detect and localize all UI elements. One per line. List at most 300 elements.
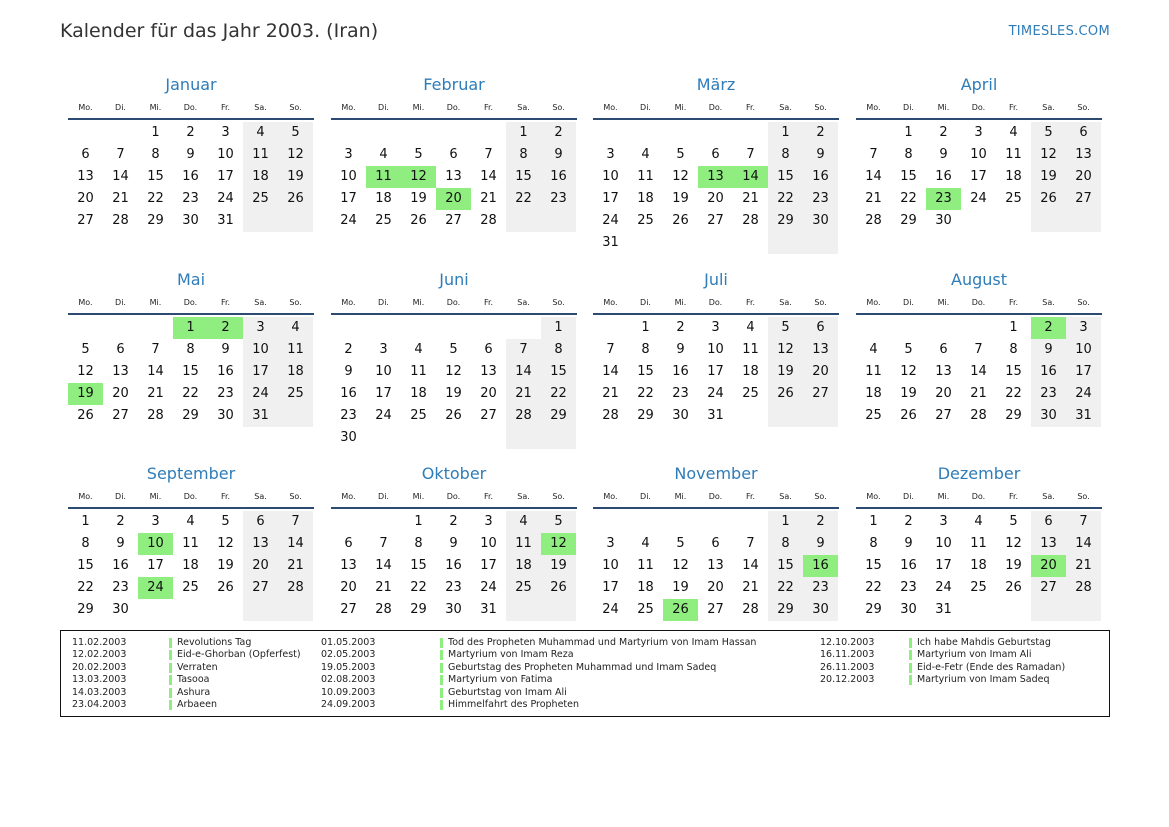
day-cell: 25 xyxy=(865,408,882,423)
empty-day-cell xyxy=(891,317,926,339)
month-divider xyxy=(331,313,577,315)
day-cell: 21 xyxy=(480,191,497,206)
day-cell: 6 xyxy=(344,536,353,551)
legend-date: 26.11.2003 xyxy=(820,661,875,673)
weekday-label: Sa. xyxy=(517,103,530,112)
day-cell: 27 xyxy=(803,383,838,405)
day-cell: 18 xyxy=(410,386,427,401)
weekday-label: Sa. xyxy=(779,103,792,112)
legend-date: 14.03.2003 xyxy=(72,686,127,698)
holiday-marker xyxy=(169,675,172,685)
day-cell: 7 xyxy=(974,342,983,357)
weekday-label: Fr. xyxy=(745,298,756,307)
day-cell: 17 xyxy=(375,386,392,401)
month-name: Januar xyxy=(165,75,217,94)
site-link[interactable]: TIMESLES.COM xyxy=(1008,24,1110,39)
day-cell: 29 xyxy=(900,213,917,228)
empty-day-cell xyxy=(768,405,803,427)
weekday-label: So. xyxy=(1077,492,1090,501)
day-cell: 20 xyxy=(112,386,129,401)
weekday-label: Fr. xyxy=(483,298,494,307)
day-cell: 19 xyxy=(768,361,803,383)
weekday-label: Fr. xyxy=(220,103,231,112)
empty-day-cell xyxy=(1031,599,1066,621)
month-block xyxy=(68,463,314,621)
day-cell: 1 xyxy=(151,125,160,140)
day-cell: 10 xyxy=(707,342,724,357)
month-block xyxy=(856,269,1102,427)
weekday-header xyxy=(856,100,1102,116)
holiday-marker xyxy=(909,650,912,660)
weekday-label: Do. xyxy=(183,492,198,501)
holiday-marker xyxy=(169,663,172,673)
day-cell: 17 xyxy=(480,558,497,573)
day-cell: 6 xyxy=(81,147,90,162)
day-cell: 28 xyxy=(506,405,541,427)
day-cell: 10 xyxy=(480,536,497,551)
day-cell: 19 xyxy=(1005,558,1022,573)
day-cell: 22 xyxy=(77,580,94,595)
day-cell: 18 xyxy=(243,166,278,188)
day-cell: 13 xyxy=(698,166,733,188)
day-cell: 6 xyxy=(939,342,948,357)
weekday-label: Fr. xyxy=(1008,298,1019,307)
day-cell: 26 xyxy=(900,408,917,423)
day-cell: 5 xyxy=(449,342,458,357)
day-cell: 20 xyxy=(340,580,357,595)
day-cell: 17 xyxy=(970,169,987,184)
day-cell: 22 xyxy=(147,191,164,206)
weekday-label: Sa. xyxy=(1042,298,1055,307)
day-cell: 17 xyxy=(243,361,278,383)
day-cell: 10 xyxy=(970,147,987,162)
day-cell: 24 xyxy=(935,580,952,595)
day-cell: 14 xyxy=(480,169,497,184)
weekday-label: Mo. xyxy=(603,103,618,112)
day-cell: 5 xyxy=(676,536,685,551)
empty-day-cell xyxy=(733,511,768,533)
day-cell: 12 xyxy=(672,169,689,184)
day-cell: 21 xyxy=(742,191,759,206)
day-cell: 14 xyxy=(506,361,541,383)
empty-day-cell xyxy=(331,317,366,339)
weekday-label: So. xyxy=(289,103,302,112)
day-cell: 1 xyxy=(506,122,541,144)
day-cell: 20 xyxy=(707,580,724,595)
day-cell: 6 xyxy=(449,147,458,162)
legend-holiday-name: Revolutions Tag xyxy=(177,637,252,648)
month-name: März xyxy=(696,75,736,94)
day-cell: 19 xyxy=(68,383,103,405)
day-cell: 13 xyxy=(112,364,129,379)
weekday-label: Mi. xyxy=(149,298,162,307)
day-cell: 15 xyxy=(865,558,882,573)
legend-date: 23.04.2003 xyxy=(72,698,127,710)
empty-day-cell xyxy=(1066,599,1101,621)
day-cell: 16 xyxy=(803,555,838,577)
day-cell: 17 xyxy=(147,558,164,573)
day-cell: 20 xyxy=(480,386,497,401)
day-cell: 3 xyxy=(974,125,983,140)
day-cell: 8 xyxy=(414,536,423,551)
day-cell: 2 xyxy=(803,511,838,533)
day-cell: 12 xyxy=(445,364,462,379)
day-cell: 21 xyxy=(112,191,129,206)
day-cell: 8 xyxy=(904,147,913,162)
day-cell: 25 xyxy=(1005,191,1022,206)
weekday-label: Do. xyxy=(708,103,723,112)
weekday-label: Mi. xyxy=(937,103,950,112)
month-divider xyxy=(331,507,577,509)
month-name: Oktober xyxy=(421,464,487,483)
day-cell: 12 xyxy=(768,339,803,361)
weekday-label: Mi. xyxy=(149,103,162,112)
legend-date: 20.12.2003 xyxy=(820,674,875,686)
weekday-label: Mi. xyxy=(674,103,687,112)
holiday-marker xyxy=(909,638,912,648)
day-cell: 30 xyxy=(217,408,234,423)
day-cell: 25 xyxy=(742,386,759,401)
day-cell: 6 xyxy=(711,147,720,162)
day-cell: 30 xyxy=(340,430,357,445)
day-cell: 15 xyxy=(506,166,541,188)
day-cell: 9 xyxy=(904,536,913,551)
day-cell: 4 xyxy=(243,122,278,144)
holiday-marker xyxy=(169,650,172,660)
month-block xyxy=(593,463,839,621)
month-name: Juni xyxy=(439,270,469,289)
weekday-label: Fr. xyxy=(220,298,231,307)
day-cell: 27 xyxy=(1031,577,1066,599)
weekday-label: Mi. xyxy=(937,298,950,307)
empty-day-cell xyxy=(803,232,838,254)
day-cell: 5 xyxy=(904,342,913,357)
empty-day-cell xyxy=(506,317,541,339)
day-grid xyxy=(331,317,577,449)
day-cell: 5 xyxy=(1009,514,1018,529)
day-cell: 16 xyxy=(803,166,838,188)
weekday-label: Di. xyxy=(378,492,389,501)
weekday-label: Mo. xyxy=(866,103,881,112)
legend-holiday-name: Eid-e-Fetr (Ende des Ramadan) xyxy=(917,661,1066,673)
day-cell: 24 xyxy=(602,213,619,228)
weekday-label: Do. xyxy=(971,492,986,501)
month-name: August xyxy=(951,270,1007,289)
weekday-label: Sa. xyxy=(1042,492,1055,501)
day-cell: 30 xyxy=(803,210,838,232)
day-cell: 21 xyxy=(278,555,313,577)
weekday-label: So. xyxy=(1077,298,1090,307)
day-cell: 20 xyxy=(707,191,724,206)
day-cell: 8 xyxy=(869,536,878,551)
weekday-label: Sa. xyxy=(517,492,530,501)
day-cell: 2 xyxy=(208,317,243,339)
day-cell: 31 xyxy=(602,235,619,250)
day-cell: 13 xyxy=(243,533,278,555)
weekday-label: Do. xyxy=(971,298,986,307)
day-cell: 13 xyxy=(803,339,838,361)
day-cell: 5 xyxy=(414,147,423,162)
month-name: November xyxy=(674,464,758,483)
day-cell: 7 xyxy=(869,147,878,162)
holiday-marker xyxy=(169,700,172,710)
day-cell: 19 xyxy=(541,555,576,577)
weekday-label: Do. xyxy=(971,103,986,112)
empty-day-cell xyxy=(961,210,996,232)
month-block xyxy=(593,74,839,254)
day-grid xyxy=(856,511,1102,621)
day-cell: 10 xyxy=(138,533,173,555)
legend-date: 12.02.2003 xyxy=(72,649,127,661)
day-cell: 29 xyxy=(1005,408,1022,423)
weekday-label: Di. xyxy=(640,492,651,501)
day-cell: 28 xyxy=(602,408,619,423)
day-cell: 29 xyxy=(182,408,199,423)
empty-day-cell xyxy=(68,122,103,144)
day-cell: 16 xyxy=(445,558,462,573)
day-cell: 30 xyxy=(182,213,199,228)
empty-day-cell xyxy=(173,599,208,621)
weekday-label: Di. xyxy=(378,298,389,307)
day-cell: 16 xyxy=(340,386,357,401)
day-cell: 7 xyxy=(746,147,755,162)
weekday-label: So. xyxy=(552,103,565,112)
empty-day-cell xyxy=(768,232,803,254)
empty-day-cell xyxy=(628,232,663,254)
weekday-label: Sa. xyxy=(254,492,267,501)
legend-holiday-name: Eid-e-Ghorban (Opferfest) xyxy=(177,649,301,661)
day-cell: 31 xyxy=(217,213,234,228)
day-cell: 17 xyxy=(1066,361,1101,383)
month-name: April xyxy=(960,75,998,94)
day-cell: 8 xyxy=(506,144,541,166)
weekday-label: Do. xyxy=(446,298,461,307)
day-cell: 26 xyxy=(1031,188,1066,210)
day-cell: 2 xyxy=(939,125,948,140)
day-cell: 22 xyxy=(506,188,541,210)
day-cell: 25 xyxy=(637,213,654,228)
empty-day-cell xyxy=(138,317,173,339)
empty-day-cell xyxy=(208,599,243,621)
day-cell: 18 xyxy=(637,191,654,206)
day-cell: 7 xyxy=(379,536,388,551)
day-cell: 14 xyxy=(375,558,392,573)
day-cell: 23 xyxy=(803,188,838,210)
day-cell: 11 xyxy=(865,364,882,379)
weekday-label: Sa. xyxy=(779,492,792,501)
empty-day-cell xyxy=(471,427,506,449)
weekday-label: Di. xyxy=(378,103,389,112)
day-cell: 12 xyxy=(1031,144,1066,166)
day-cell: 2 xyxy=(344,342,353,357)
day-cell: 15 xyxy=(147,169,164,184)
day-cell: 3 xyxy=(151,514,160,529)
day-cell: 26 xyxy=(672,213,689,228)
day-cell: 18 xyxy=(865,386,882,401)
day-grid xyxy=(593,122,839,254)
day-cell: 29 xyxy=(541,405,576,427)
day-cell: 18 xyxy=(637,580,654,595)
day-cell: 4 xyxy=(506,511,541,533)
day-cell: 8 xyxy=(151,147,160,162)
day-cell: 15 xyxy=(410,558,427,573)
weekday-label: So. xyxy=(814,298,827,307)
day-cell: 12 xyxy=(900,364,917,379)
day-cell: 14 xyxy=(970,364,987,379)
weekday-label: Di. xyxy=(640,298,651,307)
day-cell: 8 xyxy=(81,536,90,551)
month-block xyxy=(856,463,1102,621)
day-cell: 22 xyxy=(900,191,917,206)
day-cell: 13 xyxy=(935,364,952,379)
empty-day-cell xyxy=(278,599,313,621)
holiday-marker xyxy=(440,700,443,710)
weekday-label: Di. xyxy=(903,298,914,307)
weekday-header xyxy=(331,100,577,116)
day-cell: 29 xyxy=(77,602,94,617)
day-grid xyxy=(68,122,314,232)
day-cell: 12 xyxy=(672,558,689,573)
empty-day-cell xyxy=(856,122,891,144)
day-cell: 19 xyxy=(900,386,917,401)
day-cell: 11 xyxy=(970,536,987,551)
empty-day-cell xyxy=(1031,210,1066,232)
day-cell: 11 xyxy=(366,166,401,188)
day-cell: 24 xyxy=(375,408,392,423)
empty-day-cell xyxy=(926,317,961,339)
day-cell: 3 xyxy=(221,125,230,140)
day-cell: 6 xyxy=(243,511,278,533)
day-cell: 11 xyxy=(637,169,654,184)
day-grid xyxy=(331,122,577,232)
day-cell: 24 xyxy=(138,577,173,599)
weekday-label: Fr. xyxy=(1008,103,1019,112)
day-cell: 13 xyxy=(1066,144,1101,166)
day-cell: 28 xyxy=(742,213,759,228)
legend-holiday-name: Martyrium von Imam Reza xyxy=(448,649,574,661)
day-cell: 11 xyxy=(1005,147,1022,162)
day-cell: 19 xyxy=(1031,166,1066,188)
weekday-header xyxy=(856,489,1102,505)
legend-date: 11.02.2003 xyxy=(72,637,127,648)
day-grid xyxy=(593,317,839,427)
day-cell: 2 xyxy=(541,122,576,144)
day-cell: 24 xyxy=(480,580,497,595)
weekday-label: Mi. xyxy=(937,492,950,501)
day-cell: 3 xyxy=(484,514,493,529)
day-cell: 3 xyxy=(243,317,278,339)
weekday-label: Mo. xyxy=(603,492,618,501)
day-cell: 4 xyxy=(974,514,983,529)
day-cell: 7 xyxy=(1066,511,1101,533)
month-divider xyxy=(856,507,1102,509)
month-block xyxy=(68,74,314,232)
day-cell: 1 xyxy=(414,514,423,529)
day-cell: 4 xyxy=(869,342,878,357)
day-cell: 5 xyxy=(768,317,803,339)
day-cell: 26 xyxy=(445,408,462,423)
day-cell: 22 xyxy=(541,383,576,405)
legend-holiday-name: Ich habe Mahdis Geburtstag xyxy=(917,637,1051,648)
day-cell: 7 xyxy=(746,536,755,551)
day-cell: 28 xyxy=(1066,577,1101,599)
day-cell: 11 xyxy=(410,364,427,379)
day-cell: 27 xyxy=(112,408,129,423)
day-cell: 27 xyxy=(445,213,462,228)
day-cell: 23 xyxy=(541,188,576,210)
weekday-label: Sa. xyxy=(254,298,267,307)
legend-holiday-name: Himmelfahrt des Propheten xyxy=(448,698,580,710)
day-cell: 11 xyxy=(243,144,278,166)
day-cell: 8 xyxy=(641,342,650,357)
day-cell: 23 xyxy=(445,580,462,595)
legend-date: 10.09.2003 xyxy=(321,686,376,698)
day-cell: 4 xyxy=(641,536,650,551)
day-cell: 24 xyxy=(707,386,724,401)
weekday-label: So. xyxy=(552,298,565,307)
weekday-label: Fr. xyxy=(220,492,231,501)
day-cell: 22 xyxy=(637,386,654,401)
day-cell: 20 xyxy=(436,188,471,210)
day-cell: 1 xyxy=(768,122,803,144)
day-cell: 29 xyxy=(147,213,164,228)
day-cell: 15 xyxy=(900,169,917,184)
day-cell: 28 xyxy=(865,213,882,228)
holiday-marker xyxy=(440,650,443,660)
day-cell: 9 xyxy=(344,364,353,379)
weekday-label: Mo. xyxy=(78,103,93,112)
day-cell: 1 xyxy=(1009,320,1018,335)
day-cell: 19 xyxy=(217,558,234,573)
weekday-label: Do. xyxy=(183,103,198,112)
day-cell: 11 xyxy=(278,339,313,361)
day-cell: 24 xyxy=(970,191,987,206)
empty-day-cell xyxy=(506,427,541,449)
day-cell: 25 xyxy=(375,213,392,228)
day-cell: 28 xyxy=(742,602,759,617)
day-cell: 1 xyxy=(641,320,650,335)
day-cell: 7 xyxy=(606,342,615,357)
day-cell: 16 xyxy=(112,558,129,573)
empty-day-cell xyxy=(471,317,506,339)
day-cell: 6 xyxy=(1031,511,1066,533)
day-cell: 24 xyxy=(340,213,357,228)
weekday-label: Di. xyxy=(115,103,126,112)
holiday-marker xyxy=(440,638,443,648)
empty-day-cell xyxy=(366,317,401,339)
weekday-label: Fr. xyxy=(483,103,494,112)
holiday-marker xyxy=(440,663,443,673)
day-cell: 17 xyxy=(602,580,619,595)
empty-day-cell xyxy=(996,599,1031,621)
day-cell: 30 xyxy=(112,602,129,617)
day-cell: 30 xyxy=(445,602,462,617)
day-cell: 26 xyxy=(410,213,427,228)
empty-day-cell xyxy=(103,317,138,339)
empty-day-cell xyxy=(593,122,628,144)
day-cell: 5 xyxy=(221,514,230,529)
legend-date: 13.03.2003 xyxy=(72,674,127,686)
day-cell: 9 xyxy=(116,536,125,551)
empty-day-cell xyxy=(733,122,768,144)
empty-day-cell xyxy=(803,405,838,427)
empty-day-cell xyxy=(733,232,768,254)
day-cell: 22 xyxy=(768,577,803,599)
empty-day-cell xyxy=(331,122,366,144)
day-cell: 8 xyxy=(186,342,195,357)
day-cell: 9 xyxy=(541,144,576,166)
day-cell: 27 xyxy=(480,408,497,423)
